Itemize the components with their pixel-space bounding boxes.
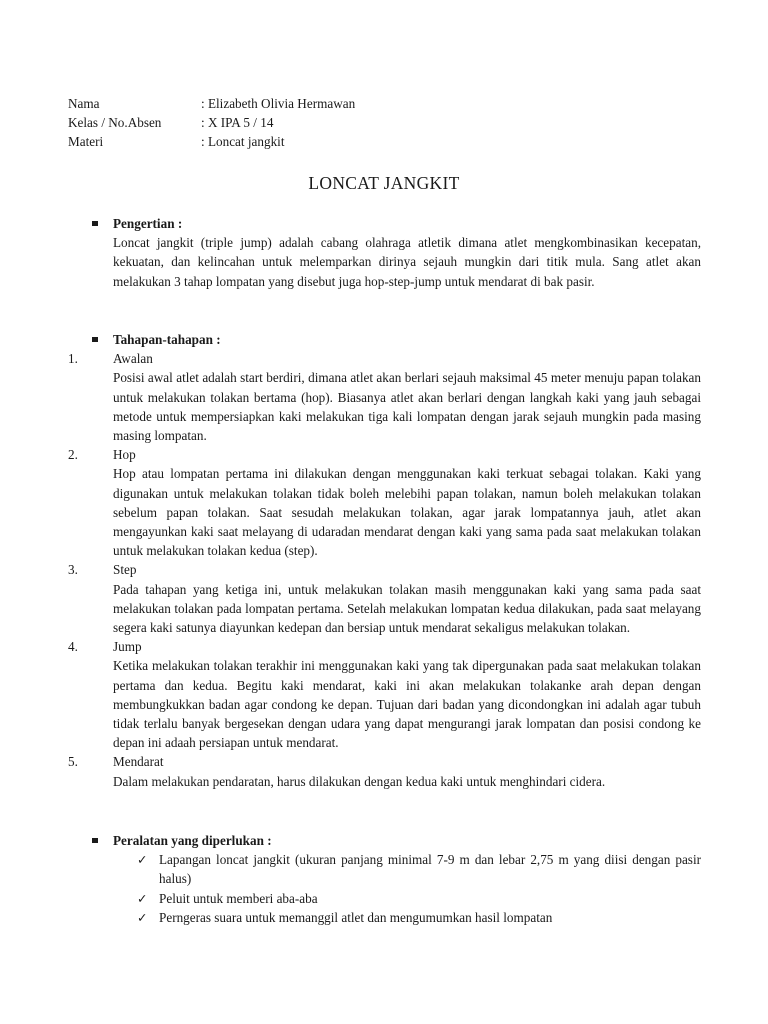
step-title: Hop xyxy=(113,447,136,463)
step-body xyxy=(113,349,701,445)
info-value-name: : Elizabeth Olivia Hermawan xyxy=(201,96,356,111)
equipment-item xyxy=(137,908,701,927)
info-value-class: : X IPA 5 / 14 xyxy=(201,115,274,131)
info-row-subject xyxy=(68,132,355,151)
student-info xyxy=(68,94,355,152)
info-label-class: Kelas / No.Absen xyxy=(68,115,162,131)
info-value-subject: : Loncat jangkit xyxy=(201,134,285,150)
info-row-name xyxy=(68,94,355,113)
check-mark-icon: ✓ xyxy=(137,852,148,868)
info-label-subject: Materi xyxy=(68,134,104,150)
step-number: 1. xyxy=(68,351,78,367)
section-pengertian xyxy=(68,214,701,291)
step-title: Jump xyxy=(113,639,142,655)
step-item xyxy=(68,560,701,637)
step-item xyxy=(68,445,701,560)
pengertian-paragraph: Loncat jangkit (triple jump) adalah cabang olahraga atletik dimana atlet mengkombinasikan kecepatan, kekuatan, dan kelincahan untuk melemparkan dirinya sejauh mungkin dari titik mula. Sang atlet akan melakukan 3 tahap lompatan yang disebut juga hop-step-jump untuk mendarat di bak pasir. xyxy=(113,235,701,289)
step-item xyxy=(68,752,701,790)
step-body xyxy=(113,752,701,790)
square-bullet-icon xyxy=(68,214,113,233)
step-text: Posisi awal atlet adalah start berdiri, dimana atlet akan berlari sejauh maksimal 45 meter menuju papan tolakan untuk melakukan tolakan bertama (hop). Biasanya atlet akan berlari dengan langkah kaki yang jauh sebagai metode untuk mempersiapkan kaki melakukan tiga kali lompatan dengan jarak sejauh mungkin pada masing masing lompatan. xyxy=(113,370,701,443)
section-heading-row xyxy=(68,831,701,850)
info-row-class xyxy=(68,113,355,132)
step-number: 5. xyxy=(68,754,78,770)
step-item xyxy=(68,349,701,445)
check-mark-icon: ✓ xyxy=(137,909,148,925)
info-label-name: Nama xyxy=(68,96,100,111)
step-item xyxy=(68,637,701,752)
step-title: Step xyxy=(113,562,137,578)
section-heading-peralatan: Peralatan yang diperlukan : xyxy=(113,833,272,848)
equipment-text: Lapangan loncat jangkit (ukuran panjang minimal 7-9 m dan lebar 2,75 m yang diisi dengan pasir halus) xyxy=(159,852,701,887)
section-heading-pengertian: Pengertian : xyxy=(113,216,183,231)
section-heading-row xyxy=(68,214,701,233)
step-body xyxy=(113,445,701,560)
step-text: Dalam melakukan pendaratan, harus dilakukan dengan kedua kaki untuk menghindari cidera. xyxy=(113,773,606,789)
step-text: Pada tahapan yang ketiga ini, untuk melakukan tolakan masih menggunakan kaki yang sama pada saat melakukan tolakan pada lompatan pertama. Setelah melakukan lompatan kedua dilakukan, pada saat melayang segera kaki satunya diayunkan kedepan dan bersiap untuk mendarat sekaligus melakukan tolakan. xyxy=(113,581,701,635)
step-title: Mendarat xyxy=(113,754,164,770)
step-number: 3. xyxy=(68,562,78,578)
section-tahapan xyxy=(68,330,701,791)
equipment-text: Perngeras suara untuk memanggil atlet dan mengumumkan hasil lompatan xyxy=(159,909,553,925)
section-peralatan xyxy=(68,831,701,927)
step-body xyxy=(113,637,701,752)
document-title: LONCAT JANGKIT xyxy=(308,173,460,193)
equipment-item xyxy=(137,850,701,888)
equipment-item xyxy=(137,889,701,908)
check-mark-icon: ✓ xyxy=(137,890,148,906)
step-title: Awalan xyxy=(113,351,153,367)
step-text: Hop atau lompatan pertama ini dilakukan dengan menggunakan kaki terkuat sebagai tolakan. Kaki yang digunakan untuk melakukan tolakan tidak boleh melebihi papan tolakan, namun boleh melakukan tolakan sebelum papan tolakan. Saat sesudah melakukan tolakan, agar jarak lompatannya jauh, atlet akan mengayunkan kaki saat melayang di udaradan mendarat dengan kaki yang sama pada saat melakukan tolakan untuk melakukan tolakan kedua (step). xyxy=(113,466,701,559)
step-number: 2. xyxy=(68,447,78,463)
square-bullet-icon xyxy=(68,831,113,850)
square-bullet-icon xyxy=(68,330,113,349)
step-text: Ketika melakukan tolakan terakhir ini menggunakan kaki yang tak dipergunakan pada saat melakukan tolakan pertama dan kedua. Begitu kaki mendarat, kaki ini akan melakukan tolakanke arah depan dengan membungkukkan badan agar condong ke depan. Tujuan dari badan yang dicondongkan ini adalah agar tubuh tidak terlalu banyak bergesekan dengan udara yang dapat mengurangi jarak lompatan dan posisi condong ke depan ini adaah persiapan untuk mendarat. xyxy=(113,658,701,751)
equipment-text: Peluit untuk memberi aba-aba xyxy=(159,890,318,906)
step-body xyxy=(113,560,701,637)
section-heading-tahapan: Tahapan-tahapan : xyxy=(113,332,221,347)
section-heading-row xyxy=(68,330,701,349)
step-number: 4. xyxy=(68,639,78,655)
